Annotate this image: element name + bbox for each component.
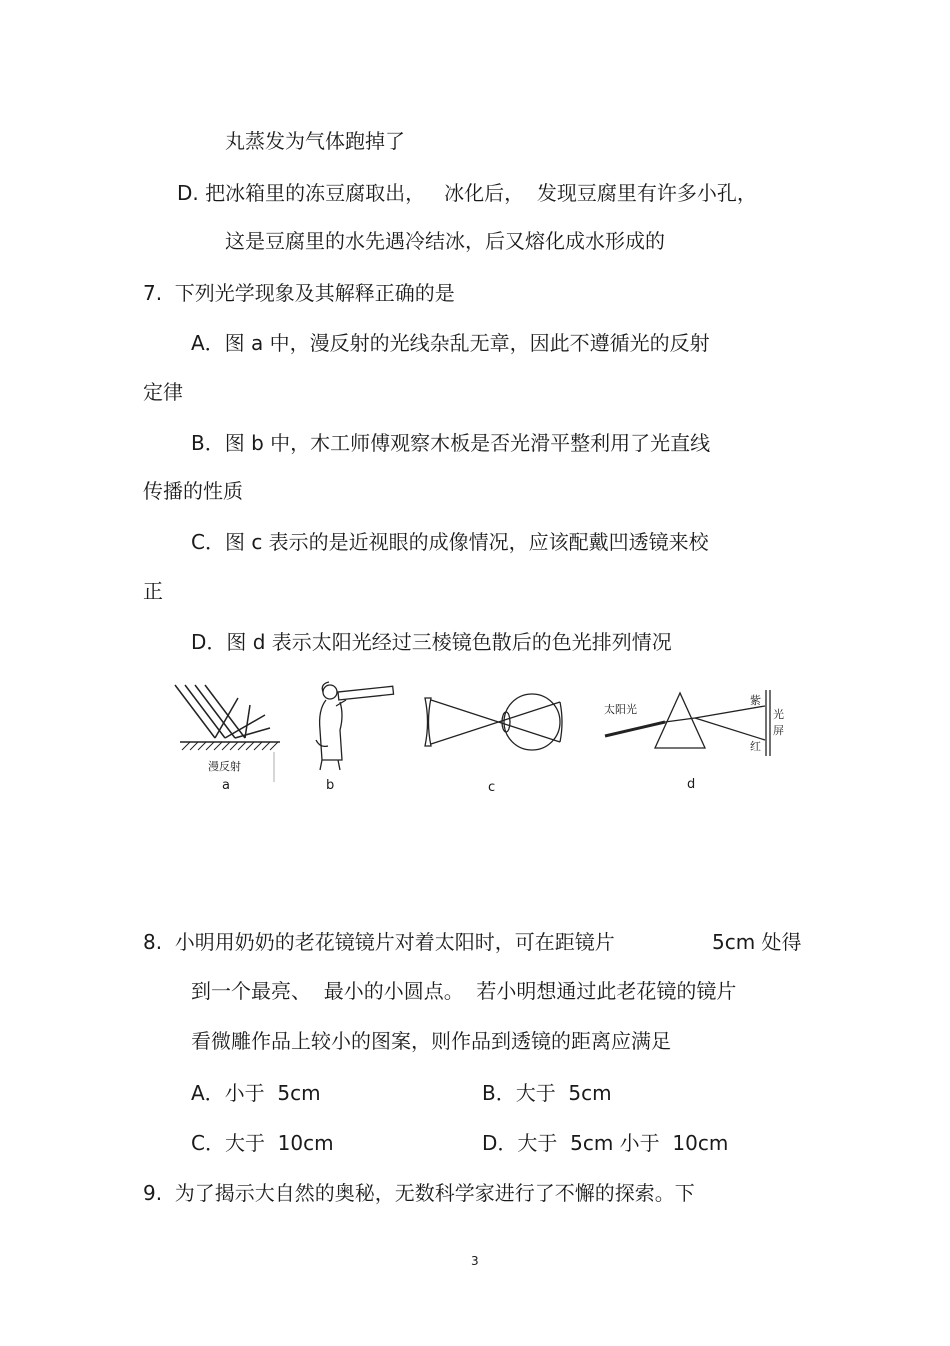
option-a: A．小于 5cm [191, 1081, 321, 1105]
text-line: D. 把冰箱里的冻豆腐取出， 冰化后， 发现豆腐里有许多小孔， [177, 181, 757, 205]
option-a-cont: 定律 [143, 380, 183, 404]
figure-d-sunlight-label: 太阳光 [604, 703, 637, 716]
option-c: C．大于 10cm [191, 1131, 334, 1155]
question-8-line2: 到一个最亮、 最小的小圆点。 若小明想通过此老花镜的镜片 [191, 979, 737, 1003]
question-8: 8. 小明用奶奶的老花镜镜片对着太阳时，可在距镜片 [143, 930, 615, 954]
text-line: 丸蒸发为气体跑掉了 [225, 129, 405, 153]
figure-a-caption: 漫反射 [208, 760, 241, 773]
option-a: A．图 a 中，漫反射的光线杂乱无章，因此不遵循光的反射 [191, 331, 710, 355]
text-line: 这是豆腐里的水先遇冷结冰，后又熔化成水形成的 [225, 229, 665, 253]
figure-b-label: b [326, 778, 335, 793]
option-d: D．图 d 表示太阳光经过三棱镜色散后的色光排列情况 [191, 630, 672, 654]
figure-d-label: d [687, 777, 696, 792]
figure-c-eye [420, 690, 570, 755]
figure-d-purple-label: 紫 [750, 694, 761, 707]
question-7: 7. 下列光学现象及其解释正确的是 [143, 281, 455, 305]
figure-a-label: a [222, 778, 230, 793]
figure-d-red-label: 红 [750, 740, 761, 753]
figure-b-carpenter [308, 680, 398, 775]
figure-d-screen-label: 屏 [773, 724, 784, 737]
option-d: D．大于 5cm 小于 10cm [482, 1131, 729, 1155]
page-number: 3 [471, 1254, 479, 1268]
figure-d-screen-label: 光 [773, 708, 784, 721]
question-8-line3: 看微雕作品上较小的图案，则作品到透镜的距离应满足 [191, 1029, 671, 1053]
figure-c-label: c [488, 780, 496, 795]
option-b-cont: 传播的性质 [143, 479, 243, 503]
option-c: C．图 c 表示的是近视眼的成像情况，应该配戴凹透镜来校 [191, 530, 709, 554]
option-b: B．图 b 中，木工师傅观察木板是否光滑平整利用了光直线 [191, 431, 711, 455]
question-8-cont: 5cm 处得 [712, 930, 802, 954]
option-c-cont: 正 [143, 579, 163, 603]
option-b: B．大于 5cm [482, 1081, 612, 1105]
question-9: 9. 为了揭示大自然的奥秘，无数科学家进行了不懈的探索。下 [143, 1181, 695, 1205]
